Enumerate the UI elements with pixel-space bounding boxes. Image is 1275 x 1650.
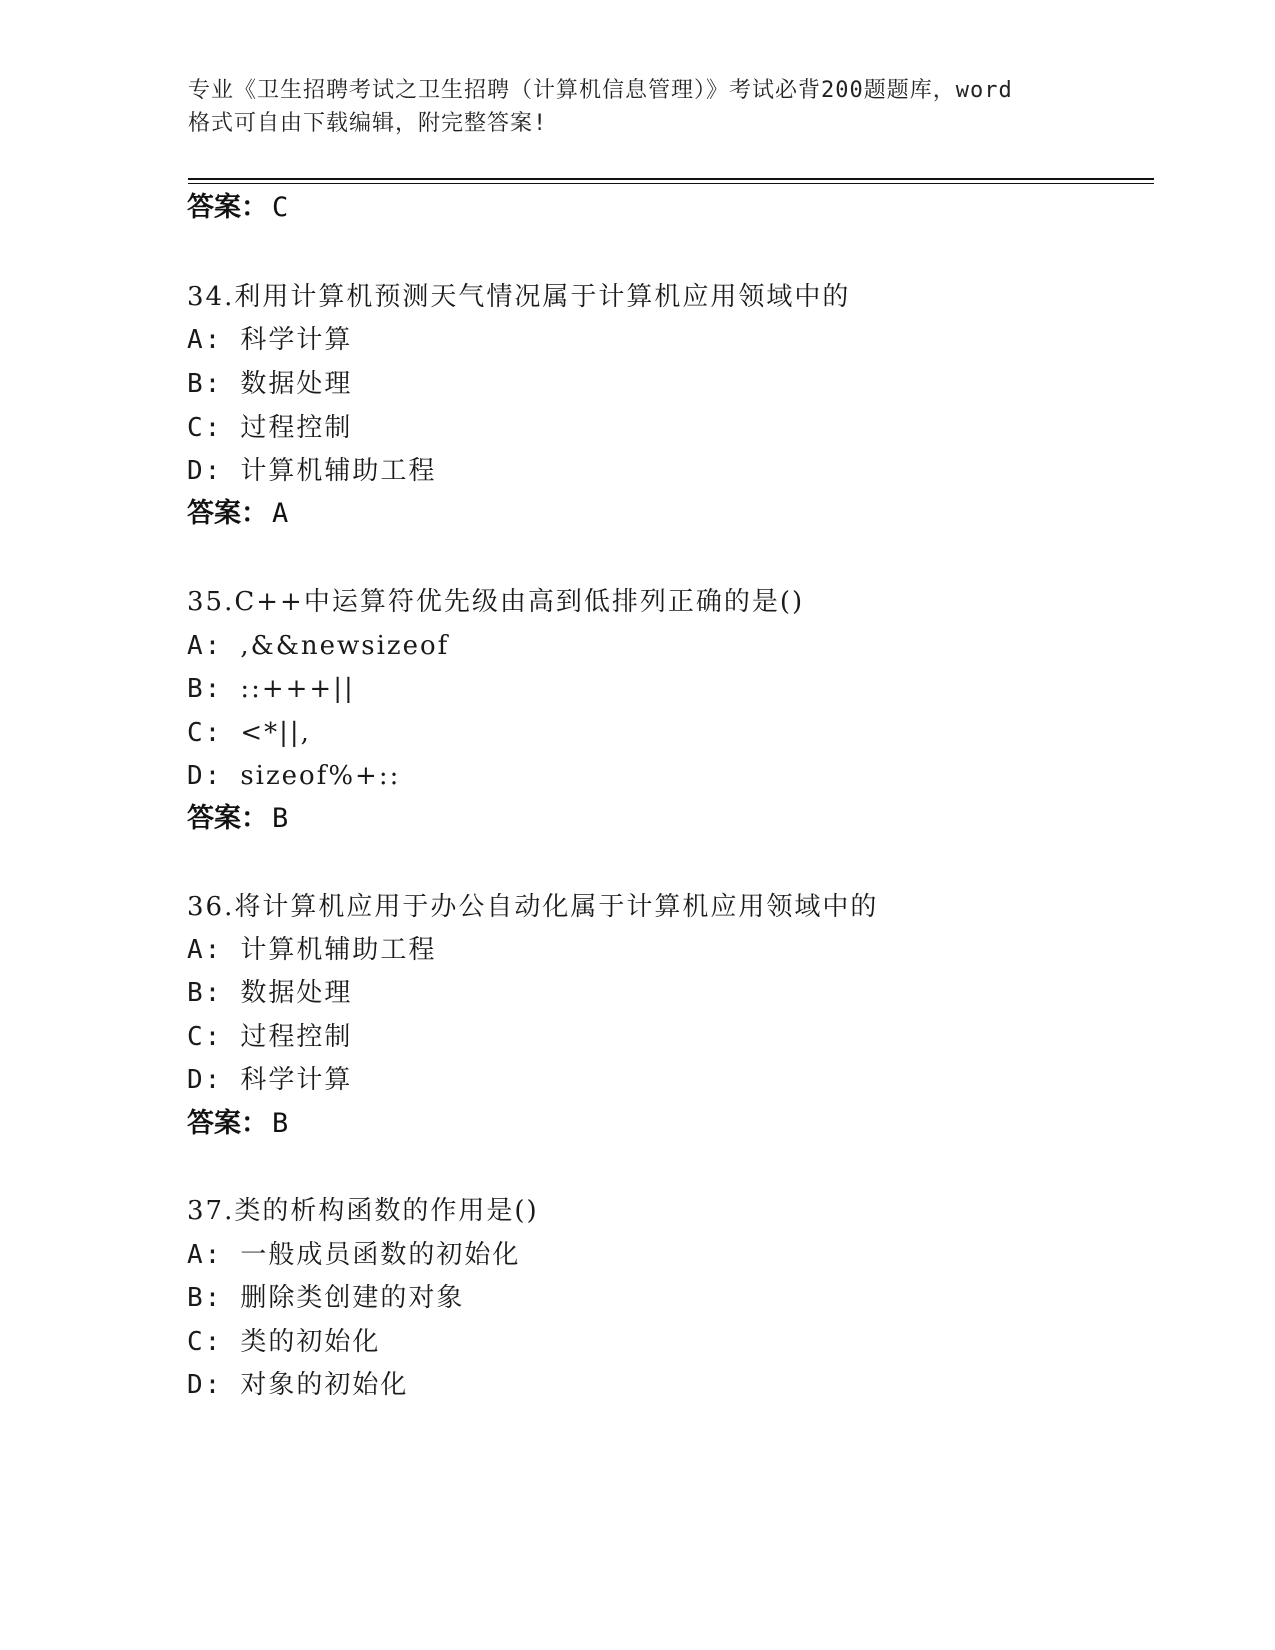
header-divider-thick (188, 178, 1154, 180)
question-34-stem: 34.利用计算机预测天气情况属于计算机应用领域中的 (187, 282, 851, 312)
option-text: 数据处理 (240, 978, 353, 1008)
answer-label: 答案： (187, 192, 268, 223)
question-37-option-a (187, 1238, 520, 1272)
document-header (188, 74, 1088, 140)
question-37-stem: 37.类的析构函数的作用是() (187, 1196, 539, 1226)
option-text: 数据处理 (240, 369, 353, 399)
answer-label: 答案： (187, 498, 268, 529)
answer-value: C (272, 192, 289, 223)
question-36-stem: 36.将计算机应用于办公自动化属于计算机应用领域中的 (187, 892, 879, 922)
option-text: sizeof%+:: (240, 761, 401, 791)
option-key: B: (187, 674, 223, 704)
option-key: C: (187, 1327, 223, 1357)
option-text: 过程控制 (240, 1022, 353, 1052)
question-37-option-c (187, 1325, 380, 1359)
question-36-answer (187, 1107, 288, 1141)
question-36-option-c (187, 1020, 352, 1054)
option-text: 对象的初始化 (240, 1370, 409, 1400)
option-key: A: (187, 935, 223, 965)
option-key: C: (187, 718, 223, 748)
option-text: 科学计算 (240, 325, 353, 355)
question-37-option-d (187, 1368, 408, 1402)
header-line-2: 格式可自由下载编辑，附完整答案! (188, 111, 548, 136)
option-key: D: (187, 1065, 223, 1095)
question-35-answer (187, 802, 288, 836)
question-35-option-d (187, 759, 400, 793)
option-text: 一般成员函数的初始化 (240, 1240, 521, 1270)
question-34-option-d (187, 454, 436, 488)
option-key: A: (187, 325, 223, 355)
option-text: ,&&newsizeof (240, 631, 450, 661)
question-36-option-d (187, 1063, 352, 1097)
header-line-1: 专业《卫生招聘考试之卫生招聘（计算机信息管理）》考试必背200题题库，word (188, 78, 1013, 103)
option-key: A: (187, 1240, 223, 1270)
question-35-option-a (187, 629, 449, 663)
option-text: 类的初始化 (240, 1327, 381, 1357)
option-text: 删除类创建的对象 (240, 1283, 465, 1313)
question-34-answer (187, 497, 288, 531)
question-36-option-a (187, 933, 436, 967)
option-key: B: (187, 978, 223, 1008)
option-key: C: (187, 413, 223, 443)
question-37-option-b (187, 1281, 464, 1315)
option-text: <*||, (240, 718, 311, 748)
question-35-option-c (187, 716, 311, 750)
header-divider-thin (188, 183, 1154, 184)
answer-prev (187, 191, 288, 225)
answer-value: B (272, 1108, 289, 1139)
option-text: 过程控制 (240, 413, 353, 443)
option-key: D: (187, 761, 223, 791)
question-35-option-b (187, 672, 355, 706)
answer-label: 答案： (187, 803, 268, 834)
question-35-stem: 35.C++中运算符优先级由高到低排列正确的是() (187, 587, 805, 617)
answer-value: A (272, 498, 289, 529)
question-34-option-b (187, 367, 352, 401)
option-key: A: (187, 631, 223, 661)
option-key: D: (187, 456, 223, 486)
option-text: ::+++|| (240, 674, 355, 704)
option-text: 计算机辅助工程 (240, 935, 437, 965)
option-key: D: (187, 1370, 223, 1400)
answer-label: 答案： (187, 1108, 268, 1139)
question-36-option-b (187, 976, 352, 1010)
option-key: B: (187, 1283, 223, 1313)
option-text: 科学计算 (240, 1065, 353, 1095)
option-key: C: (187, 1022, 223, 1052)
question-34-option-c (187, 411, 352, 445)
option-key: B: (187, 369, 223, 399)
answer-value: B (272, 803, 289, 834)
question-34-option-a (187, 323, 352, 357)
option-text: 计算机辅助工程 (240, 456, 437, 486)
